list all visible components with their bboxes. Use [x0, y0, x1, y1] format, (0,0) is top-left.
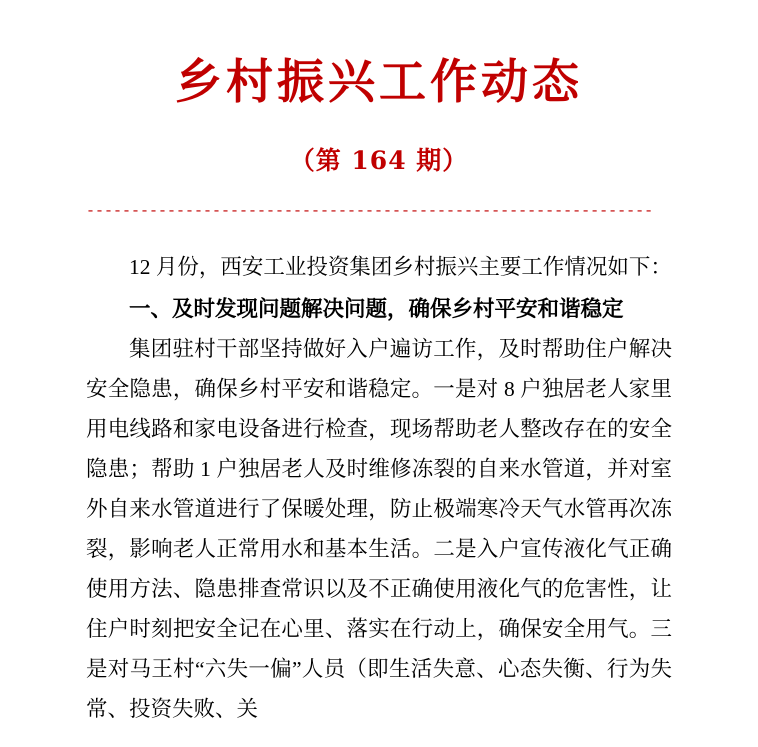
document-issue-number: （第 164 期）: [289, 145, 469, 175]
document-body: [86, 231, 672, 729]
paragraph-section-1-body: 集团驻村干部坚持做好入户遍访工作，及时帮助住户解决安全隐患，确保乡村平安和谐稳定。一是对 8 户独居老人家里用电线路和家电设备进行检查，现场帮助老人整改存在的安全隐患；帮助 1 户独居老人及时维修冻裂的自来水管道，并对室外自来水管道进行了保暖处理，防止极端寒冷天气水管再次冻裂，影响老人正常用水和基本生活。二是入户宣传液化气正确使用方法、隐患排查常识以及不正确使用液化气的危害性，让住户时刻把安全记在心里、落实在行动上，确保安全用气。三是对马王村“六失一偏”人员（即生活失意、心态失衡、行为失常、投资失败、关: [86, 336, 672, 721]
paragraph-section-1-heading: 一、及时发现问题解决问题，确保乡村平安和谐稳定: [129, 296, 624, 321]
paragraph-intro: 12 月份，西安工业投资集团乡村振兴主要工作情况如下：: [129, 254, 672, 279]
horizontal-rule-dashes: ---------------------------------------------------------------: [86, 206, 654, 217]
divider-container: [86, 177, 672, 231]
document-title: 乡村振兴工作动态: [175, 55, 583, 110]
